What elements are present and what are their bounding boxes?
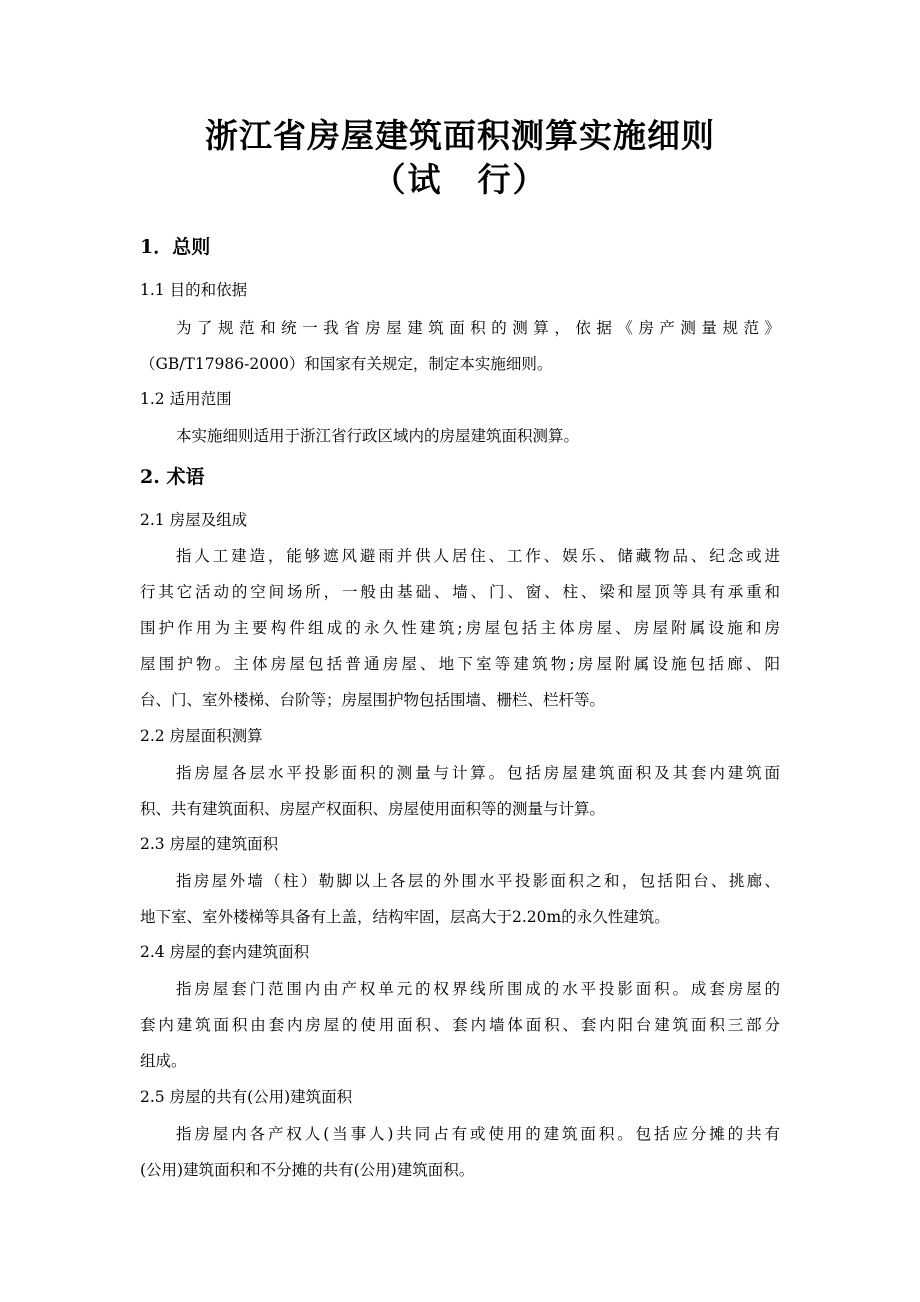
paragraph-line: 围护作用为主要构件组成的永久性建筑;房屋包括主体房屋、房屋附属设施和房 bbox=[140, 619, 780, 637]
paragraph-line: 屋围护物。主体房屋包括普通房屋、地下室等建筑物;房屋附属设施包括廊、阳 bbox=[140, 655, 780, 673]
paragraph-2-5 bbox=[140, 1116, 780, 1188]
paragraph-line: 指房屋各层水平投影面积的测量与计算。包括房屋建筑面积及其套内建筑面 bbox=[176, 764, 780, 782]
subsection-heading-2-1: 2.1 房屋及组成 bbox=[140, 511, 248, 529]
document-title: 浙江省房屋建筑面积测算实施细则 bbox=[205, 116, 715, 155]
paragraph-line: 指房屋套门范围内由产权单元的权界线所围成的水平投影面积。成套房屋的 bbox=[176, 980, 780, 998]
paragraph-line: 指房屋内各产权人(当事人)共同占有或使用的建筑面积。包括应分摊的共有 bbox=[176, 1125, 780, 1143]
paragraph-1-2 bbox=[140, 418, 780, 454]
subsection-heading-2-4: 2.4 房屋的套内建筑面积 bbox=[140, 943, 310, 961]
paragraph-line: 行其它活动的空间场所，一般由基础、墙、门、窗、柱、梁和屋顶等具有承重和 bbox=[140, 583, 780, 601]
paragraph-line: 地下室、室外楼梯等具备有上盖，结构牢固，层高大于2.20m的永久性建筑。 bbox=[140, 908, 670, 926]
paragraph-1-1 bbox=[140, 310, 780, 382]
paragraph-2-3 bbox=[140, 863, 780, 935]
subsection-heading-2-5: 2.5 房屋的共有(公用)建筑面积 bbox=[140, 1088, 353, 1106]
paragraph-line: 本实施细则适用于浙江省行政区域内的房屋建筑面积测算。 bbox=[176, 427, 580, 445]
paragraph-line: 套内建筑面积由套内房屋的使用面积、套内墙体面积、套内阳台建筑面积三部分 bbox=[140, 1016, 780, 1034]
paragraph-line: 积、共有建筑面积、房屋产权面积、房屋使用面积等的测量与计算。 bbox=[140, 800, 606, 818]
paragraph-2-1 bbox=[140, 538, 780, 718]
subsection-heading-2-3: 2.3 房屋的建筑面积 bbox=[140, 835, 279, 853]
paragraph-line: 指房屋外墙（柱）勒脚以上各层的外围水平投影面积之和，包括阳台、挑廊、 bbox=[176, 872, 780, 890]
paragraph-2-4 bbox=[140, 971, 780, 1079]
subsection-heading-1-2: 1.2 适用范围 bbox=[140, 390, 232, 408]
document-subtitle: （试 行） bbox=[372, 160, 548, 199]
paragraph-line: （GB/T17986-2000）和国家有关规定，制定本实施细则。 bbox=[140, 355, 553, 373]
subsection-heading-2-2: 2.2 房屋面积测算 bbox=[140, 727, 263, 745]
paragraph-line: 为了规范和统一我省房屋建筑面积的测算，依据《房产测量规范》 bbox=[176, 319, 780, 337]
paragraph-2-2 bbox=[140, 755, 780, 827]
section-heading-general: 1．总则 bbox=[140, 236, 211, 258]
section-heading-terms: 2. 术语 bbox=[140, 466, 205, 488]
paragraph-line: (公用)建筑面积和不分摊的共有(公用)建筑面积。 bbox=[140, 1161, 475, 1179]
paragraph-line: 台、门、室外楼梯、台阶等；房屋围护物包括围墙、栅栏、栏杆等。 bbox=[140, 691, 606, 709]
paragraph-line: 指人工建造，能够遮风避雨并供人居住、工作、娱乐、储藏物品、纪念或进 bbox=[176, 547, 780, 565]
subsection-heading-1-1: 1.1 目的和依据 bbox=[140, 281, 248, 299]
paragraph-line: 组成。 bbox=[140, 1052, 187, 1070]
